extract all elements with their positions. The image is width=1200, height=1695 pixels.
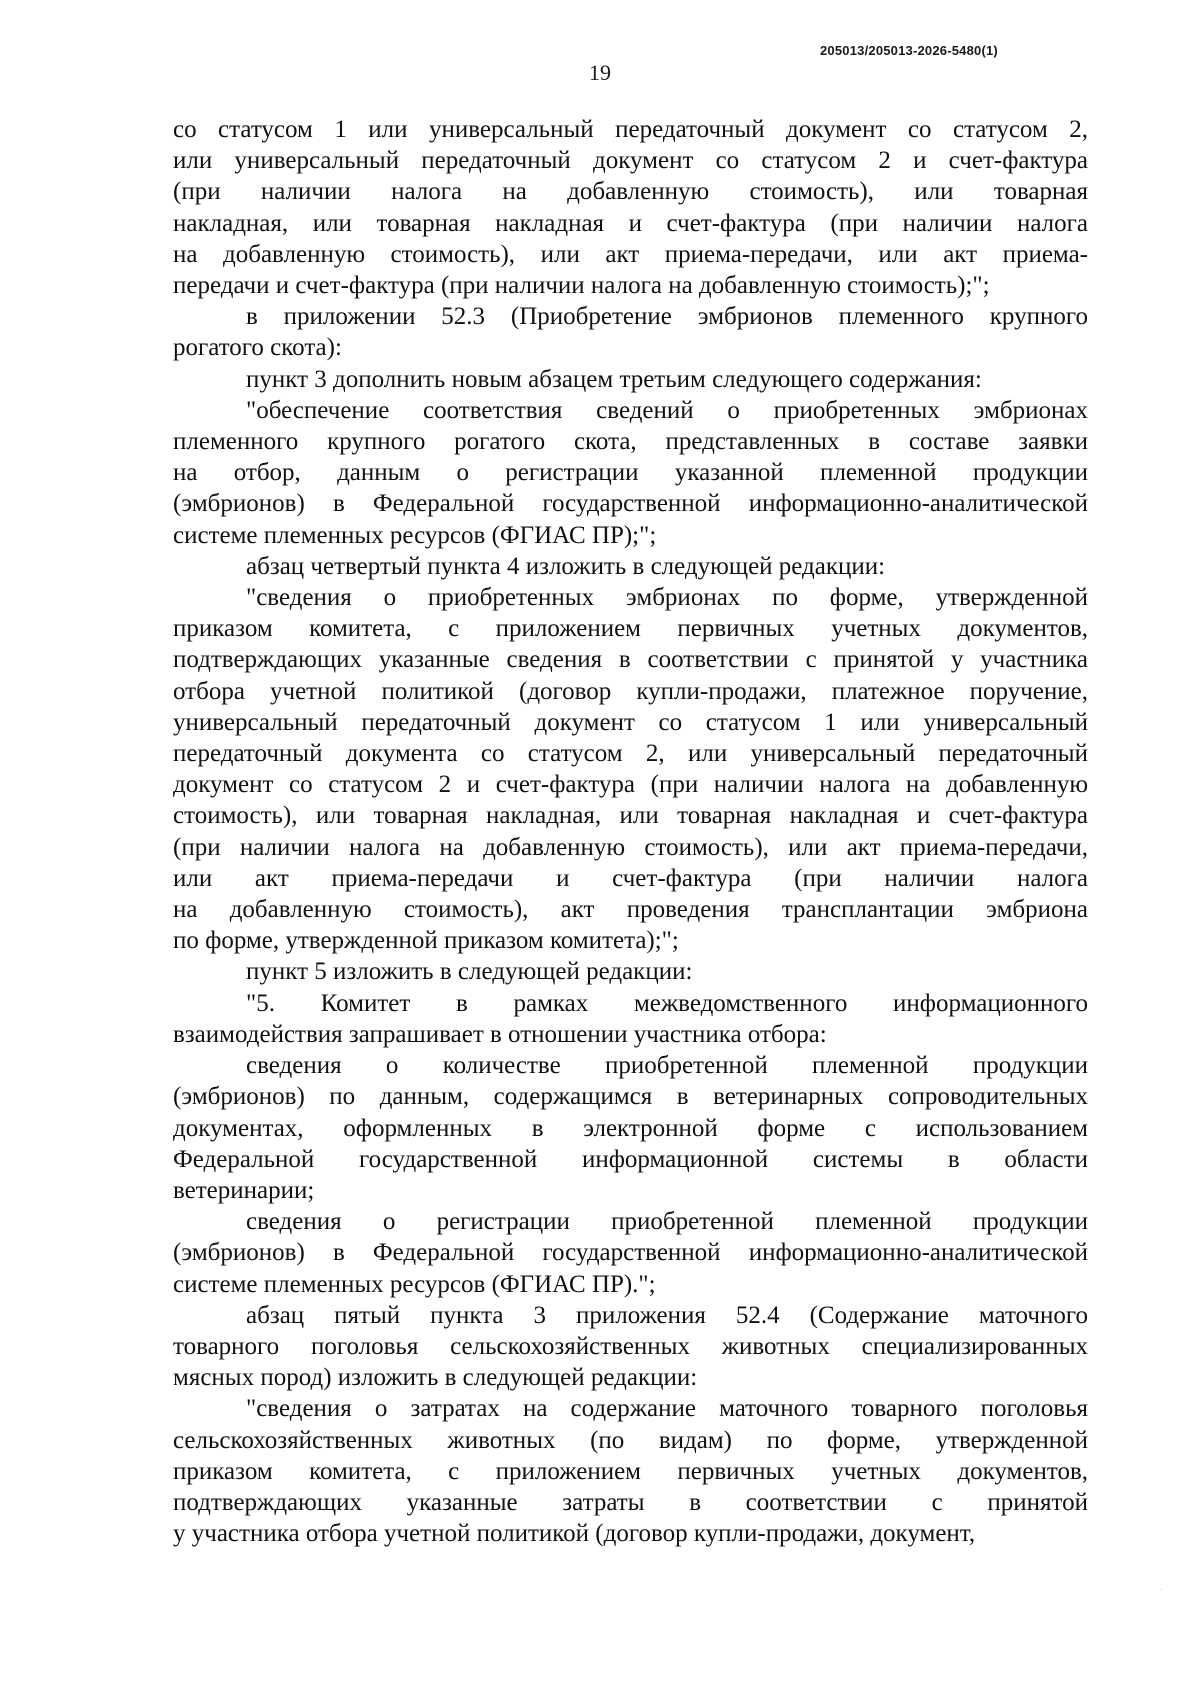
paragraph-line: абзац четвертый пункта 4 изложить в следующей редакции: <box>246 552 886 580</box>
scan-speck <box>1160 1589 1161 1590</box>
paragraph-line: со статусом 1 или универсальный передаточный документ со статусом 2, <box>173 116 1088 143</box>
paragraph-line: рогатого скота): <box>173 334 342 362</box>
paragraph-line: в приложении 52.3 (Приобретение эмбрионов племенного крупного <box>246 303 1088 331</box>
paragraph-line: передаточный документа со статусом 2, или универсальный передаточный <box>173 740 1088 768</box>
paragraph-line: (эмбрионов) в Федеральной государственной информационно-аналитической <box>173 1239 1088 1267</box>
paragraph-line: на добавленную стоимость), акт проведения трансплантации эмбриона <box>173 896 1088 924</box>
paragraph-line: на отбор, данным о регистрации указанной племенной продукции <box>173 459 1088 487</box>
paragraph-line: на добавленную стоимость), или акт приема-передачи, или акт приема- <box>173 240 1088 268</box>
paragraph-line: пункт 5 изложить в следующей редакции: <box>246 958 693 986</box>
paragraph-line: документах, оформленных в электронной форме с использованием <box>173 1114 1088 1142</box>
paragraph-line: сведения о количестве приобретенной племенной продукции <box>246 1052 1088 1080</box>
paragraph-line: "обеспечение соответствия сведений о приобретенных эмбрионах <box>246 396 1088 424</box>
paragraph-line: у участника отбора учетной политикой (договор купли-продажи, документ, <box>173 1520 976 1548</box>
paragraph-line: племенного крупного рогатого скота, представленных в составе заявки <box>173 428 1088 456</box>
paragraph-line: приказом комитета, с приложением первичных учетных документов, <box>173 615 1088 643</box>
paragraph-line: (эмбрионов) в Федеральной государственной информационно-аналитической <box>173 490 1088 518</box>
paragraph-line: (эмбрионов) по данным, содержащимся в ветеринарных сопроводительных <box>173 1083 1088 1111</box>
paragraph-line: "сведения о затратах на содержание маточного товарного поголовья <box>246 1395 1088 1423</box>
paragraph-line: системе племенных ресурсов (ФГИАС ПР)."; <box>173 1270 656 1298</box>
paragraph-line: абзац пятый пункта 3 приложения 52.4 (Содержание маточного <box>246 1301 1088 1329</box>
paragraph-line: универсальный передаточный документ со статусом 1 или универсальный <box>173 708 1088 736</box>
paragraph-line: подтверждающих указанные сведения в соответствии с принятой у участника <box>173 646 1088 674</box>
paragraph-line: приказом комитета, с приложением первичных учетных документов, <box>173 1457 1088 1485</box>
paragraph-line: по форме, утвержденной приказом комитета);"; <box>173 927 679 955</box>
paragraph-line: ветеринарии; <box>173 1176 315 1204</box>
paragraph-line: сведения о регистрации приобретенной племенной продукции <box>246 1208 1088 1236</box>
paragraph-line: или акт приема-передачи и счет-фактура (при наличии налога <box>173 864 1088 892</box>
paragraph-line: подтверждающих указанные затраты в соответствии с принятой <box>173 1488 1088 1516</box>
paragraph-line: системе племенных ресурсов (ФГИАС ПР);"; <box>173 521 657 549</box>
paragraph-line: (при наличии налога на добавленную стоимость), или акт приема-передачи, <box>173 833 1088 861</box>
document-id: 205013/205013-2026-5480(1) <box>820 43 998 58</box>
paragraph-line: взаимодействия запрашивает в отношении участника отбора: <box>173 1020 827 1048</box>
paragraph-line: "5. Комитет в рамках межведомственного информационного <box>246 989 1088 1017</box>
paragraph-line: пункт 3 дополнить новым абзацем третьим следующего содержания: <box>246 365 982 393</box>
paragraph-line: товарного поголовья сельскохозяйственных животных специализированных <box>173 1332 1088 1360</box>
paragraph-line: передачи и счет-фактура (при наличии налога на добавленную стоимость);"; <box>173 272 990 300</box>
paragraph-line: документ со статусом 2 и счет-фактура (при наличии налога на добавленную <box>173 771 1088 799</box>
paragraph-line: или универсальный передаточный документ со статусом 2 и счет-фактура <box>173 147 1088 175</box>
paragraph-line: накладная, или товарная накладная и счет-фактура (при наличии налога <box>173 209 1088 237</box>
paragraph-line: Федеральной государственной информационной системы в области <box>173 1145 1088 1173</box>
paragraph-line: отбора учетной политикой (договор купли-продажи, платежное поручение, <box>173 677 1088 705</box>
paragraph-line: стоимость), или товарная накладная, или товарная накладная и счет-фактура <box>173 802 1088 830</box>
document-body <box>173 114 1088 1549</box>
paragraph-line: "сведения о приобретенных эмбрионах по форме, утвержденной <box>246 584 1088 612</box>
paragraph-line: (при наличии налога на добавленную стоимость), или товарная <box>173 178 1088 206</box>
page-number: 19 <box>589 60 611 85</box>
paragraph-line: мясных пород) изложить в следующей редакции: <box>173 1364 698 1392</box>
paragraph-line: сельскохозяйственных животных (по видам) по форме, утвержденной <box>173 1426 1088 1454</box>
